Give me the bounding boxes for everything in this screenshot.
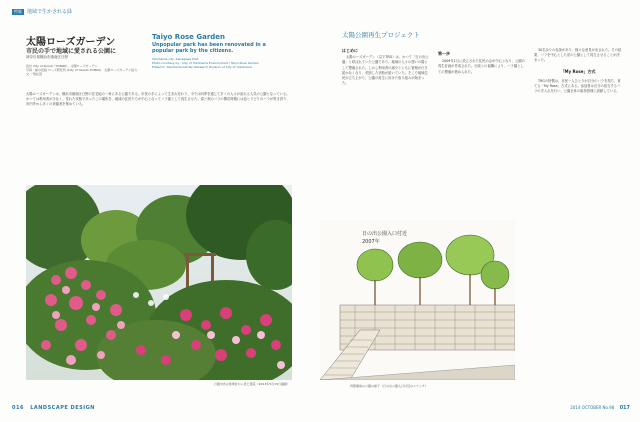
- issue-label: 2014 OCTOBER No.98: [570, 405, 615, 410]
- photo-caption: 公園中央の見晴台から見た風景（2013年5月15日撮影）: [213, 382, 290, 386]
- credit-line: 写真・緑の記録 ローズ研究所 (City of Yaredo TOMIKI) 太陽ローズガーデン協力: [26, 68, 138, 72]
- section-header: [12, 8, 72, 15]
- footer-right: [570, 405, 630, 411]
- article-subtitle: 市民の手で地域に愛される公園に: [26, 48, 117, 55]
- english-credit: [152, 57, 282, 69]
- credit-line: 文 一般社団: [26, 72, 42, 76]
- column-text: 30名余りの参加があり、様々な意見が出された。その結果、バラを中心とした花の公園として再生させることが決まった。: [534, 48, 622, 63]
- project-title: 太陽公園再生プロジェクト: [342, 31, 420, 39]
- english-credit-line: Yokohama-city, Kanagawa Pref.: [152, 57, 199, 61]
- column-heading: 第一歩: [438, 51, 450, 56]
- footer-left: [12, 405, 95, 411]
- credit-line: 設計 City of Kuzuō（TOMIKI）、太陽ローズガーデン: [26, 64, 98, 68]
- page-number-left: 016: [12, 405, 24, 411]
- article-location: 神奈川県横浜市港南区日野: [26, 55, 68, 59]
- column-1: [342, 48, 430, 89]
- sketch-caption: 再整備前の公園の様子（日の出公園入口付近のスケッチ）: [350, 384, 428, 388]
- sketch-note: 日の出公園入口付近: [362, 231, 408, 237]
- page-number-right: 017: [619, 405, 630, 411]
- section-tag: 特集: [14, 8, 22, 14]
- column-text: 2009年1月に設立された住民の会が中心となり、公園の再生計画が作成された。行政との協働により、バラ園としての整備が進められた。: [438, 59, 526, 74]
- column-heading: はじめに: [342, 48, 358, 53]
- column-text: TRGの特徴は、市民一人ひとりが自分のバラを持ち、育てる「My Rose」方式にある。参加者は自分の担当するバラの手入れを行い、公園全体の維持管理に貢献している。: [534, 78, 621, 94]
- section-label: 地域で生かされる緑: [27, 9, 73, 15]
- column-3: [534, 48, 622, 97]
- intro-paragraph: 太陽ローズガーデンは、横浜市港南区日野の住宅地の一角にある公園である。市民の手によって生まれ変わり、今では四季を通じて多くの人々が訪れる人気の公園となっている。かつては利用者が少なく、荒れた状態であったこの場所を、地域の住民たちが中心となってバラ園として再生させた。春と秋のバラの開花時期には色とりどりのバラが咲き誇り、市内外から多くの来園者を集めている。: [26, 92, 290, 106]
- pull-quote: 「My Rose」方式: [560, 68, 596, 74]
- magazine-name: LANDSCAPE DESIGN: [30, 405, 95, 411]
- column-text: 太陽ローズガーデン（以下TRG）は、かつて「日の出公園」と呼ばれていた公園であり、地域の人々の憩いの場として整備された。しかし利用者の減少とともに管理が行き届かなくなり、荒廃した状態が続いていた。そこで地域住民が立ち上がり、公園の再生に向けた取り組みが始まった。: [342, 55, 429, 86]
- right-page: [320, 0, 640, 422]
- english-credit-line: Edited in Yokohama Garden Research Division of City of Yokohama: [152, 65, 252, 69]
- park-sketch: [320, 220, 515, 380]
- english-credit-line: Photo courtesy by : City of Yokohama Environment / Taiyo Rose Garden: [152, 61, 259, 65]
- english-subtitle: Unpopular park has been renovated in a popular park by the citizens.: [152, 42, 266, 54]
- sketch-note: 2007年: [362, 239, 380, 245]
- article-title: 太陽ローズガーデン: [26, 37, 116, 48]
- rose-garden-photo: [26, 185, 292, 380]
- english-title: Taiyo Rose Garden: [152, 33, 226, 41]
- column-2: [438, 48, 526, 78]
- credit-block: [26, 64, 138, 76]
